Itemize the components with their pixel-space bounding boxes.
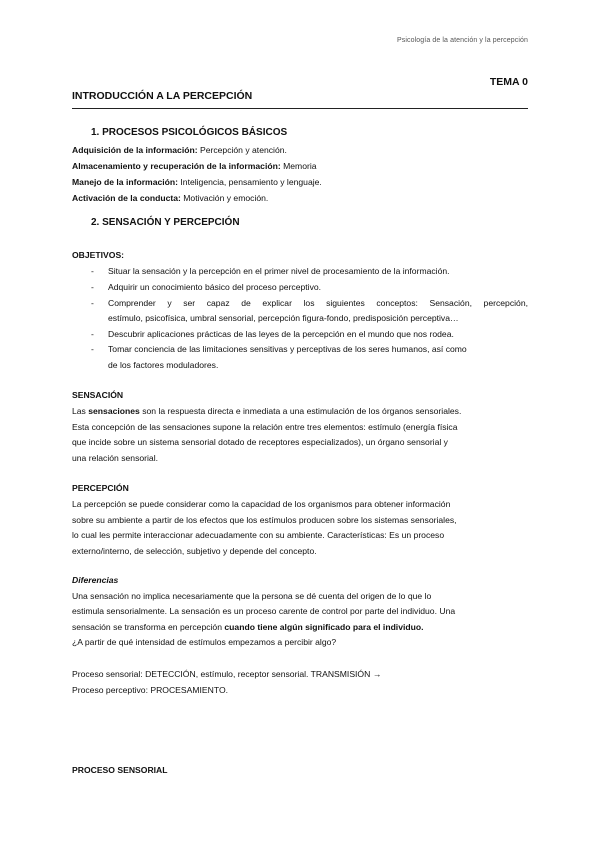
item-label: Almacenamiento y recuperación de la información: (72, 161, 281, 171)
objetivo-line: Tomar conciencia de las limitaciones sensitivas y perceptivas de los seres humanos, así como (108, 344, 467, 354)
objetivo-line: estímulo, psicofísica, umbral sensorial, percepción figura-fondo, predisposición perceptiva… (108, 313, 459, 323)
sensacion-line (72, 406, 461, 416)
bullet-dash: - (91, 282, 94, 292)
percepcion-line: sobre su ambiente a partir de los efectos que los estímulos producen sobre los sistemas sensoriales, (72, 515, 457, 525)
objetivo-line: Situar la sensación y la percepción en el primer nivel de procesamiento de la información. (108, 266, 450, 276)
text-run: Las (72, 406, 89, 416)
percepcion-line: lo cual les permite interaccionar adecuadamente con su ambiente. Características: Es un proceso (72, 530, 445, 540)
bullet-dash: - (91, 344, 94, 354)
diferencias-line: estimula sensorialmente. La sensación es un proceso carente de control por parte del individuo. Una (72, 606, 456, 616)
proceso-line: Proceso perceptivo: PROCESAMIENTO. (72, 685, 229, 695)
item-label: Manejo de la información: (72, 177, 179, 187)
bold-term: sensaciones (88, 406, 140, 416)
bullet-dash: - (91, 266, 94, 276)
item-label: Adquisición de la información: (72, 145, 198, 155)
diferencias-line (72, 622, 424, 632)
sensacion-heading: SENSACIÓN (72, 390, 124, 400)
item-label: Activación de la conducta: (72, 193, 181, 203)
diferencias-heading: Diferencias (72, 575, 119, 585)
running-header: Psicología de la atención y la percepción (397, 37, 528, 44)
proceso-sensorial-heading: PROCESO SENSORIAL (72, 765, 168, 775)
section1-item (72, 177, 322, 187)
bullet-dash: - (91, 298, 94, 308)
objetivo-line: Comprender y ser capaz de explicar los siguientes conceptos: Sensación, percepción, (108, 298, 528, 308)
sensacion-line: Esta concepción de las sensaciones supone la relación entre tres elementos: estímulo (energía física (72, 422, 458, 432)
percepcion-line: La percepción se puede considerar como la capacidad de los organismos para obtener información (72, 499, 451, 509)
bullet-dash: - (91, 329, 94, 339)
section1-item (72, 161, 317, 171)
objetivos-heading: OBJETIVOS: (72, 250, 125, 260)
title-divider (72, 108, 528, 109)
item-text: Memoria (280, 161, 317, 171)
tema-label: TEMA 0 (489, 76, 528, 88)
diferencias-line: ¿A partir de qué intensidad de estímulos empezamos a percibir algo? (72, 637, 337, 647)
bold-phrase: cuando tiene algún significado para el individuo. (224, 622, 424, 632)
sensacion-line: una relación sensorial. (72, 453, 158, 463)
text-run: sensación se transforma en percepción (72, 622, 225, 632)
item-text: Inteligencia, pensamiento y lenguaje. (178, 177, 322, 187)
percepcion-line: externo/interno, de selección, subjetivo y depende del concepto. (72, 546, 317, 556)
text-run: son la respuesta directa e inmediata a una estimulación de los órganos sensoriales. (139, 406, 462, 416)
sensacion-line: que incide sobre un sistema sensorial dotado de receptores especializados), un órgano sensorial y (72, 437, 448, 447)
item-text: Motivación y emoción. (180, 193, 269, 203)
proceso-line: Proceso sensorial: DETECCIÓN, estímulo, receptor sensorial. TRANSMISIÓN → (72, 669, 382, 679)
item-text: Percepción y atención. (197, 145, 287, 155)
diferencias-line: Una sensación no implica necesariamente que la persona se dé cuenta del origen de lo que lo (72, 591, 432, 601)
percepcion-heading: PERCEPCIÓN (72, 483, 129, 493)
section1-item (72, 145, 287, 155)
objetivo-line: Adquirir un conocimiento básico del proceso perceptivo. (108, 282, 322, 292)
section2-heading: 2. SENSACIÓN Y PERCEPCIÓN (91, 217, 240, 228)
section1-item (72, 193, 268, 203)
objetivo-line: Descubrir aplicaciones prácticas de las leyes de la percepción en el mundo que nos rodea. (108, 329, 454, 339)
section1-heading: 1. PROCESOS PSICOLÓGICOS BÁSICOS (91, 127, 288, 138)
objetivo-line: de los factores moduladores. (108, 360, 219, 370)
page-title: INTRODUCCIÓN A LA PERCEPCIÓN (72, 90, 253, 102)
